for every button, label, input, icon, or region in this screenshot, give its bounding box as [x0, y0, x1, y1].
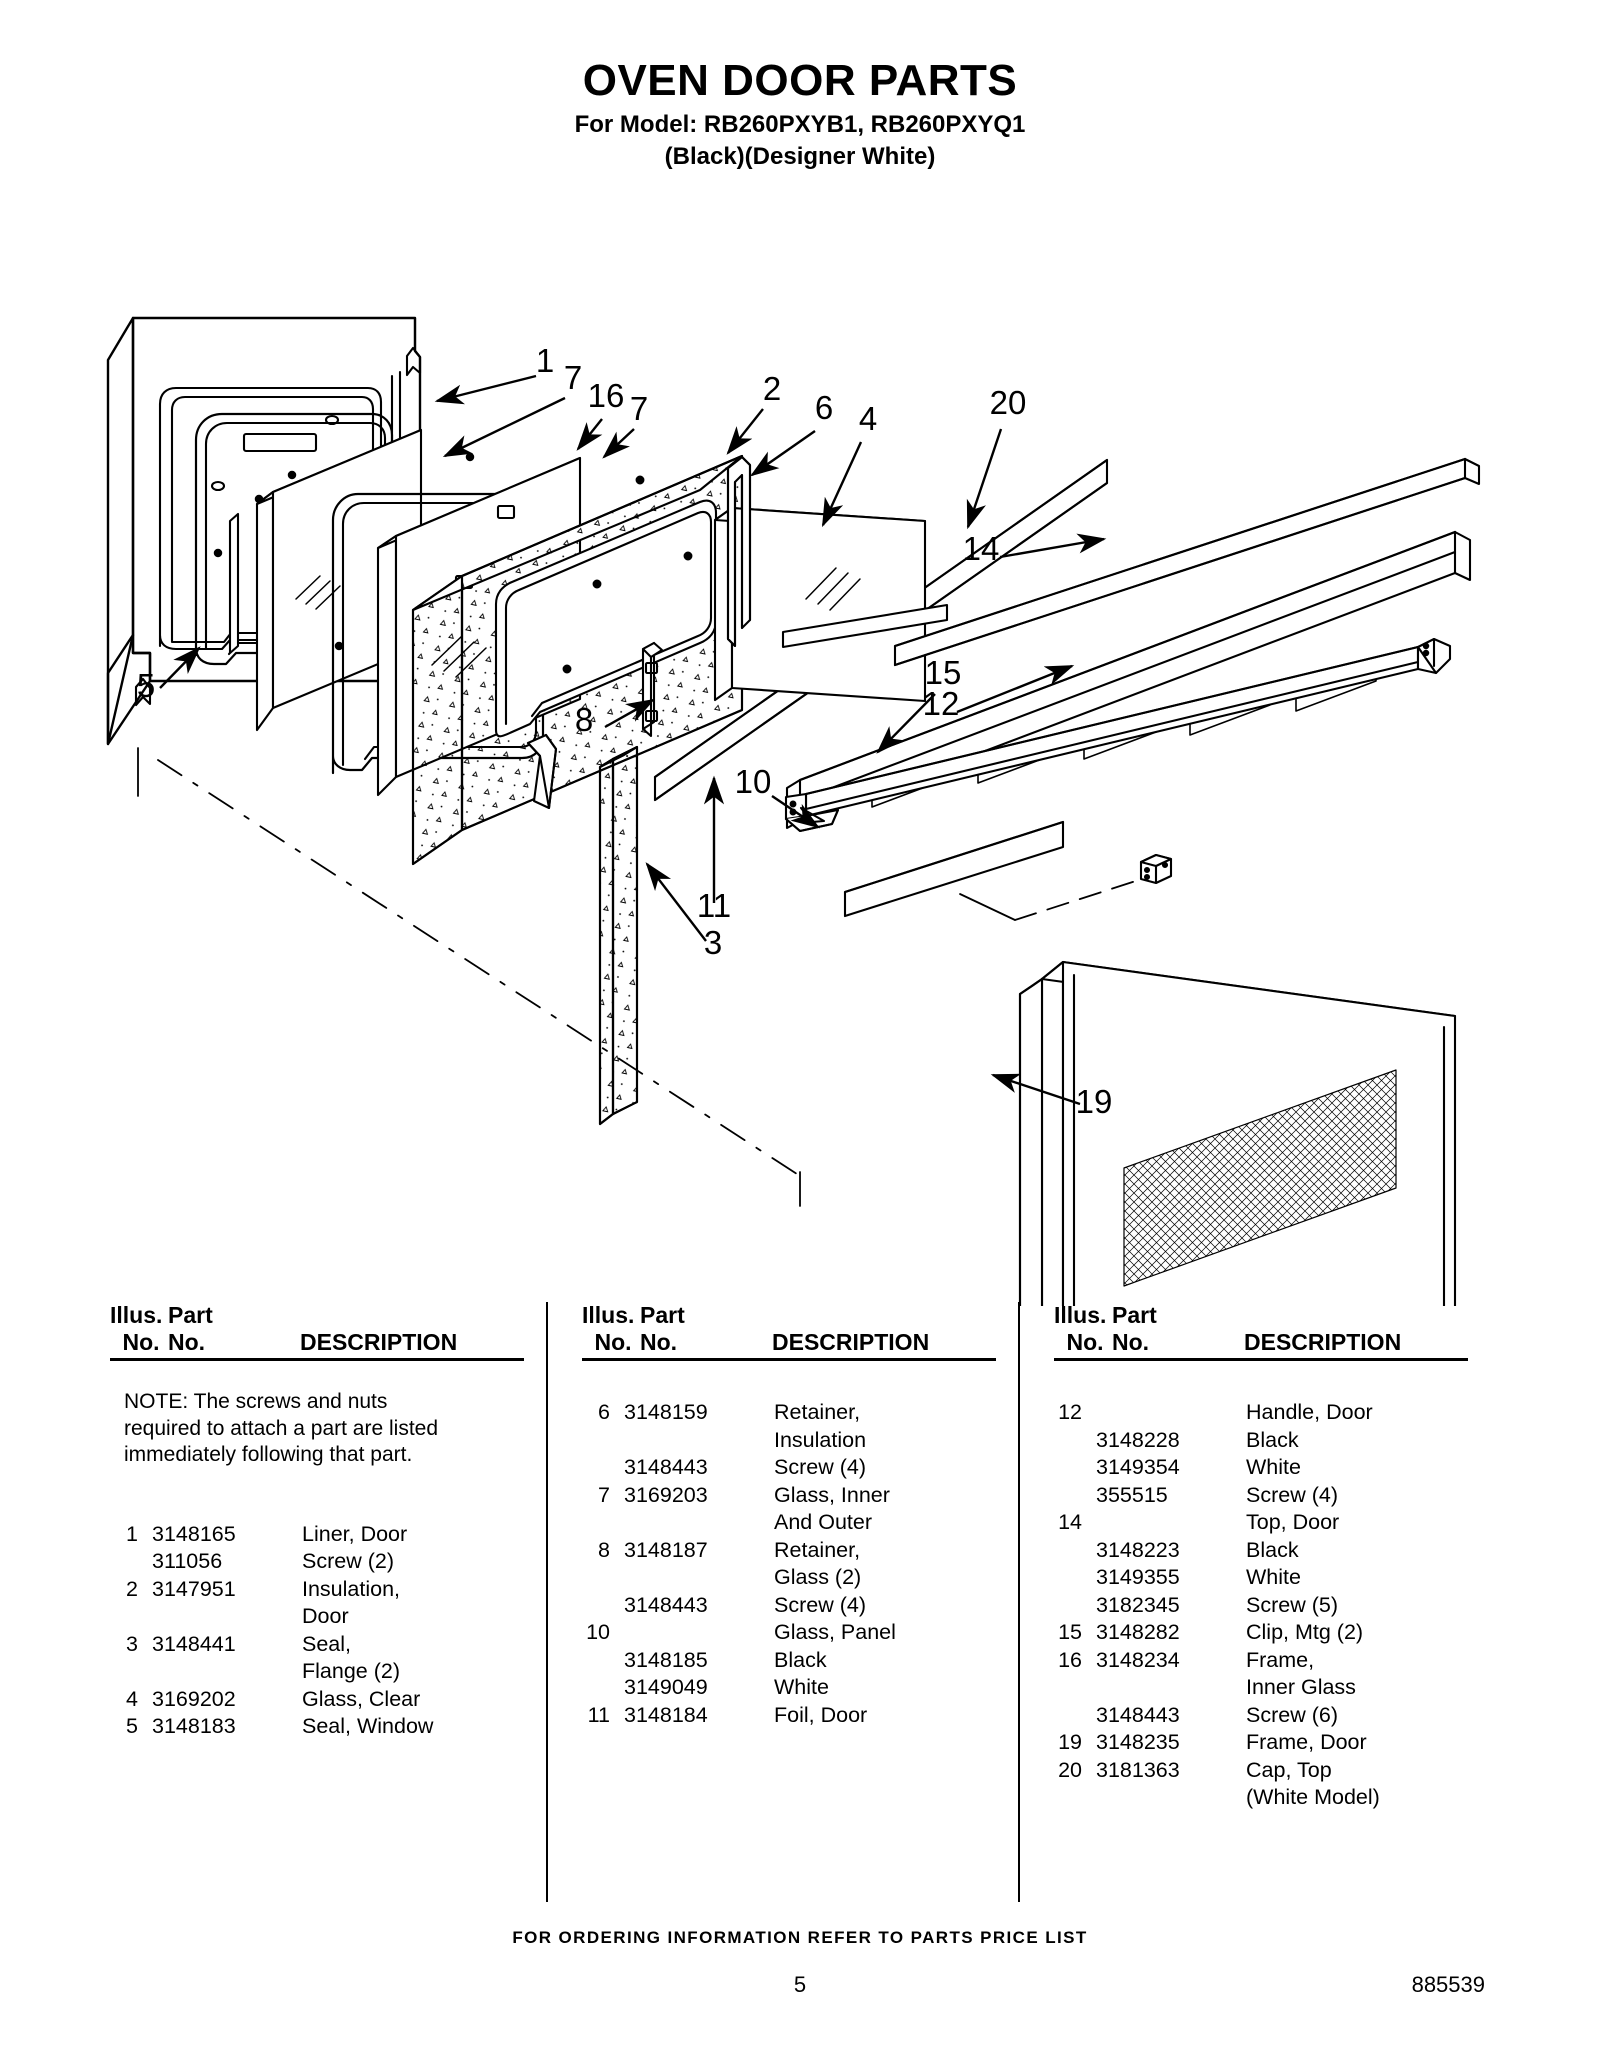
part-header-line2: No. — [1112, 1329, 1150, 1356]
part-description: Inner Glass — [1246, 1675, 1356, 1700]
illus-no: 7 — [598, 1482, 610, 1507]
illus-no: 12 — [1058, 1400, 1082, 1425]
table-row — [582, 1619, 996, 1647]
table-row — [1054, 1454, 1468, 1482]
part-no: 3147951 — [152, 1576, 236, 1601]
illus-header-line2: No. — [122, 1329, 160, 1356]
illus-no — [1054, 1427, 1096, 1455]
illus-no: 11 — [587, 1702, 610, 1727]
part-no: 3148223 — [1096, 1537, 1180, 1562]
part-description: Flange (2) — [302, 1659, 400, 1684]
part-description: Frame, Door — [1246, 1730, 1367, 1755]
exploded-diagram — [0, 176, 1600, 1306]
part-header-line1: Part — [168, 1302, 213, 1328]
table-row — [1054, 1647, 1468, 1675]
part-description: Insulation — [774, 1427, 867, 1452]
model-line: For Model: RB260PXYB1, RB260PXYQ1 — [574, 111, 1026, 139]
callout-number-2: 2 — [762, 370, 782, 408]
part-description: White — [1246, 1455, 1301, 1480]
table-row — [582, 1427, 996, 1455]
part-no: 3169202 — [152, 1686, 236, 1711]
part-no: 3149354 — [1096, 1455, 1180, 1480]
part-description: And Outer — [774, 1510, 872, 1535]
table-row — [1054, 1427, 1468, 1455]
callout-number-6: 6 — [814, 389, 834, 427]
part-description: White — [1246, 1565, 1301, 1590]
part-no — [152, 1658, 302, 1686]
table-row — [1054, 1784, 1468, 1812]
part-no — [624, 1509, 774, 1537]
document-code: 885539 — [1411, 1972, 1485, 1997]
illus-no — [1054, 1454, 1096, 1482]
part-description: Cap, Top — [1246, 1757, 1332, 1782]
table-row — [110, 1658, 524, 1686]
part-description: Frame, — [1246, 1647, 1315, 1672]
table-row — [582, 1702, 996, 1730]
table-row — [1054, 1399, 1468, 1427]
part-no: 3148187 — [624, 1537, 708, 1562]
part-description: Liner, Door — [302, 1521, 408, 1546]
part-description: Glass, Panel — [774, 1620, 896, 1645]
page-title: OVEN DOOR PARTS — [582, 56, 1018, 105]
illus-no — [582, 1592, 624, 1620]
table-row — [110, 1603, 524, 1631]
part-description: Screw (4) — [774, 1455, 866, 1480]
part-description: Glass, Inner — [774, 1482, 890, 1507]
part-no: 311056 — [152, 1549, 223, 1574]
part-description: Retainer, — [774, 1400, 861, 1425]
parts-column-3 — [1018, 1302, 1490, 1902]
illus-no — [582, 1564, 624, 1592]
table-row — [110, 1686, 524, 1714]
illus-no — [1054, 1482, 1096, 1510]
part-no — [1096, 1509, 1246, 1537]
column-3-rows — [1054, 1399, 1468, 1812]
table-row — [1054, 1537, 1468, 1565]
part-description: Retainer, — [774, 1537, 861, 1562]
ordering-info-note: FOR ORDERING INFORMATION REFER TO PARTS PRICE LIST — [512, 1928, 1088, 1947]
illus-no: 2 — [126, 1576, 138, 1601]
part-door-frame — [1020, 962, 1455, 1306]
part-no — [1096, 1674, 1246, 1702]
illus-no — [110, 1658, 152, 1686]
table-row — [582, 1509, 996, 1537]
part-description: Screw (4) — [774, 1592, 866, 1617]
column-1-rule — [110, 1358, 524, 1361]
table-row — [582, 1647, 996, 1675]
parts-column-1 — [110, 1302, 546, 1902]
part-description: Clip, Mtg (2) — [1246, 1620, 1364, 1645]
screws-note: NOTE: The screws and nuts required to attach a part are listed immediately following that part. — [124, 1390, 439, 1467]
table-row — [582, 1537, 996, 1565]
part-description: Handle, Door — [1246, 1400, 1373, 1425]
illus-no — [582, 1427, 624, 1455]
callout-number-5: 5 — [136, 667, 156, 705]
callout-number-10: 10 — [734, 763, 772, 801]
part-no: 3148443 — [1096, 1702, 1180, 1727]
table-row — [110, 1521, 524, 1549]
illus-no — [110, 1603, 152, 1631]
illus-no: 14 — [1058, 1510, 1082, 1535]
part-no: 3148159 — [624, 1400, 708, 1425]
part-no: 3148183 — [152, 1714, 236, 1739]
part-description: Door — [302, 1604, 349, 1629]
illus-no: 6 — [598, 1400, 610, 1425]
callout-number-7b: 7 — [629, 390, 649, 428]
column-3-header — [1054, 1302, 1468, 1356]
description-header: DESCRIPTION — [1244, 1329, 1402, 1356]
illus-no: 10 — [586, 1620, 610, 1645]
part-description: Black — [774, 1647, 827, 1672]
callout-number-11: 11 — [696, 887, 732, 925]
illus-header-line1: Illus. — [1054, 1302, 1107, 1328]
callout-number-1: 1 — [535, 342, 555, 380]
finish-line: (Black)(Designer White) — [664, 143, 936, 171]
illus-no: 16 — [1058, 1647, 1082, 1672]
part-description: Screw (4) — [1246, 1482, 1338, 1507]
illus-no: 19 — [1058, 1730, 1082, 1755]
table-row — [1054, 1619, 1468, 1647]
table-row — [582, 1482, 996, 1510]
part-no: 3148441 — [152, 1631, 236, 1656]
column-1-header — [110, 1302, 524, 1356]
part-description: Screw (5) — [1246, 1592, 1338, 1617]
callout-number-8: 8 — [574, 701, 594, 739]
illus-header-line2: No. — [1066, 1329, 1104, 1356]
illus-no — [1054, 1702, 1096, 1730]
table-row — [110, 1631, 524, 1659]
illus-no: 1 — [126, 1521, 138, 1546]
part-no: 3148235 — [1096, 1730, 1180, 1755]
part-header-line2: No. — [640, 1329, 678, 1356]
table-row — [1054, 1482, 1468, 1510]
part-header-line1: Part — [640, 1302, 685, 1328]
table-row — [1054, 1757, 1468, 1785]
part-no — [624, 1427, 774, 1455]
table-row — [110, 1713, 524, 1741]
table-row — [582, 1454, 996, 1482]
table-row — [1054, 1674, 1468, 1702]
illus-no: 8 — [598, 1537, 610, 1562]
illus-no — [1054, 1564, 1096, 1592]
part-no: 3181363 — [1096, 1757, 1180, 1782]
callout-number-20: 20 — [989, 384, 1027, 422]
part-description: Screw (2) — [302, 1549, 394, 1574]
callout-number-14: 14 — [962, 530, 1000, 568]
column-2-rule — [582, 1358, 996, 1361]
part-no: 3149355 — [1096, 1565, 1180, 1590]
part-description: Screw (6) — [1246, 1702, 1338, 1727]
description-header: DESCRIPTION — [772, 1329, 930, 1356]
illus-no — [1054, 1537, 1096, 1565]
illus-no — [110, 1548, 152, 1576]
callout-number-16: 16 — [587, 377, 625, 415]
parts-table — [0, 1302, 1600, 1902]
illus-no — [582, 1454, 624, 1482]
callout-number-15: 15 — [924, 654, 962, 692]
callout-number-12: 12 — [922, 685, 960, 723]
table-row — [1054, 1702, 1468, 1730]
part-no: 3148185 — [624, 1647, 708, 1672]
part-no — [624, 1619, 774, 1647]
part-no: 3148165 — [152, 1521, 236, 1546]
part-description: (White Model) — [1246, 1785, 1380, 1810]
illus-header-line1: Illus. — [582, 1302, 635, 1328]
part-no: 3148234 — [1096, 1647, 1180, 1672]
parts-column-2 — [546, 1302, 1018, 1902]
part-description: Top, Door — [1246, 1510, 1340, 1535]
part-glass-panel — [845, 822, 1063, 916]
part-no: 3148282 — [1096, 1620, 1180, 1645]
table-row — [582, 1564, 996, 1592]
part-description: Foil, Door — [774, 1702, 868, 1727]
part-description: Seal, Window — [302, 1714, 434, 1739]
part-no: 3148184 — [624, 1702, 708, 1727]
part-no — [152, 1603, 302, 1631]
column-1-rows — [110, 1521, 524, 1741]
table-row — [1054, 1729, 1468, 1757]
part-description: Insulation, — [302, 1576, 401, 1601]
callout-number-3: 3 — [703, 924, 723, 962]
part-mounting-clip — [1141, 855, 1171, 883]
table-row — [1054, 1564, 1468, 1592]
illus-no: 20 — [1058, 1757, 1082, 1782]
table-row — [582, 1592, 996, 1620]
part-no: 3148228 — [1096, 1427, 1180, 1452]
page-header — [0, 0, 1600, 172]
part-no: 3148443 — [624, 1455, 708, 1480]
callout-number-19: 19 — [1075, 1083, 1113, 1121]
illus-header-line2: No. — [594, 1329, 632, 1356]
illus-no — [1054, 1592, 1096, 1620]
part-description: White — [774, 1675, 829, 1700]
page-number: 5 — [793, 1972, 807, 1997]
table-row — [582, 1399, 996, 1427]
part-no: 3182345 — [1096, 1592, 1180, 1617]
part-no — [1096, 1784, 1246, 1812]
table-row — [110, 1548, 524, 1576]
table-row — [1054, 1592, 1468, 1620]
part-description: Black — [1246, 1537, 1299, 1562]
illus-no — [1054, 1674, 1096, 1702]
illus-no — [582, 1647, 624, 1675]
part-header-line1: Part — [1112, 1302, 1157, 1328]
table-row — [582, 1674, 996, 1702]
table-row — [1054, 1509, 1468, 1537]
part-no — [624, 1564, 774, 1592]
column-2-header — [582, 1302, 996, 1356]
part-no — [1096, 1399, 1246, 1427]
illus-header-line1: Illus. — [110, 1302, 163, 1328]
illus-no: 5 — [126, 1714, 138, 1739]
part-no: 355515 — [1096, 1482, 1168, 1507]
part-no: 3148443 — [624, 1592, 708, 1617]
callout-number-7a: 7 — [563, 359, 583, 397]
illus-no: 4 — [126, 1686, 138, 1711]
part-header-line2: No. — [168, 1329, 206, 1356]
part-description: Black — [1246, 1427, 1299, 1452]
part-no: 3169203 — [624, 1482, 708, 1507]
column-3-rule — [1054, 1358, 1468, 1361]
part-description: Glass, Clear — [302, 1686, 421, 1711]
callout-number-4: 4 — [858, 400, 878, 438]
column-2-rows — [582, 1399, 996, 1729]
part-description: Glass (2) — [774, 1565, 862, 1590]
table-row — [110, 1576, 524, 1604]
illus-no — [582, 1509, 624, 1537]
illus-no: 3 — [126, 1631, 138, 1656]
part-description: Seal, — [302, 1631, 352, 1656]
illus-no — [582, 1674, 624, 1702]
illus-no: 15 — [1058, 1620, 1082, 1645]
illus-no — [1054, 1784, 1096, 1812]
description-header: DESCRIPTION — [300, 1329, 458, 1356]
part-no: 3149049 — [624, 1675, 708, 1700]
